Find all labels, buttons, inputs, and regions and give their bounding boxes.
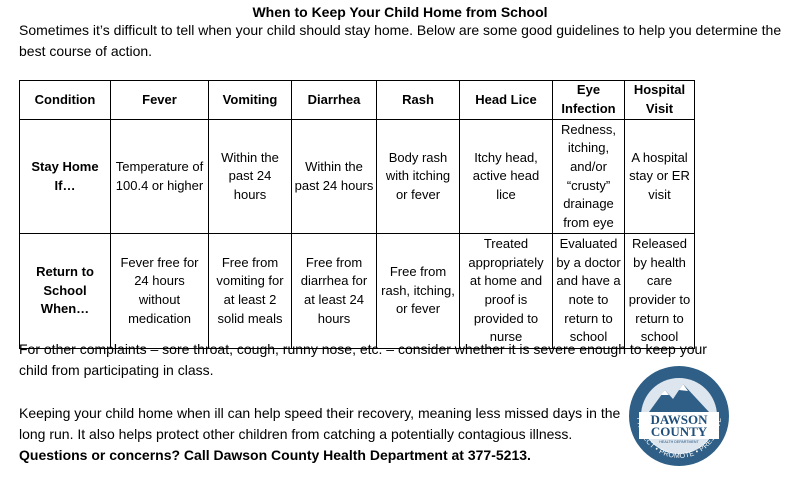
page-title: When to Keep Your Child Home from School [252,4,548,20]
dawson-county-logo [627,364,731,468]
svg-text:PROTECT • PROMOTE • PRESERVE: PROTECT • PROMOTE • PRESERVE [634,417,724,461]
header-condition: Condition [20,81,111,120]
header-vomiting: Vomiting [209,81,292,120]
svg-text:HEALTH DEPARTMENT: HEALTH DEPARTMENT [659,440,699,444]
header-eye-infection: Eye Infection [553,81,625,120]
table-cell: Evaluated by a doctor and have a note to return to school [553,234,625,349]
dawson-county-seal-icon [627,364,731,468]
table-cell: Free from vomiting for at least 2 solid meals [209,234,292,349]
table-cell: Free from diarrhea for at least 24 hours [292,234,377,349]
table-cell: Within the past 24 hours [292,120,377,234]
other-complaints-paragraph: For other complaints – sore throat, cough, runny nose, etc. – consider whether it is severe enough to keep your child from participating in class. [19,341,707,378]
row-label-return-to-school: Return to School When… [20,234,111,349]
table-cell: Temperature of 100.4 or higher [111,120,209,234]
closing-section [19,403,629,466]
table-header-row [20,81,695,120]
guidelines-table [19,80,695,349]
contact-line: Questions or concerns? Call Dawson County Health Department at 377-5213. [19,447,531,463]
table-row-stay-home [20,120,695,234]
closing-paragraph: Keeping your child home when ill can help speed their recovery, meaning less missed days in the long run. It also helps protect other children from catching a potentially contagious illness. [19,405,621,442]
table-cell: Fever free for 24 hours without medication [111,234,209,349]
table-cell: Released by health care provider to return to school [625,234,695,349]
header-hospital-visit: Hospital Visit [625,81,695,120]
table-cell: Body rash with itching or fever [377,120,460,234]
table-cell: Treated appropriately at home and proof is provided to nurse [460,234,553,349]
table-cell: Within the past 24 hours [209,120,292,234]
svg-text:DAWSON: DAWSON [650,412,708,427]
header-head-lice: Head Lice [460,81,553,120]
row-label-stay-home: Stay Home If… [20,120,111,234]
table-cell: A hospital stay or ER visit [625,120,695,234]
table-cell: Itchy head, active head lice [460,120,553,234]
table-cell: Redness, itching, and/or “crusty” drainage from eye [553,120,625,234]
intro-paragraph: Sometimes it’s difficult to tell when your child should stay home. Below are some good guidelines to help you determine the best course of action. [19,22,782,59]
header-rash: Rash [377,81,460,120]
table-row-return-to-school [20,234,695,349]
header-fever: Fever [111,81,209,120]
svg-text:COUNTY: COUNTY [650,424,708,439]
header-diarrhea: Diarrhea [292,81,377,120]
table-cell: Free from rash, itching, or fever [377,234,460,349]
